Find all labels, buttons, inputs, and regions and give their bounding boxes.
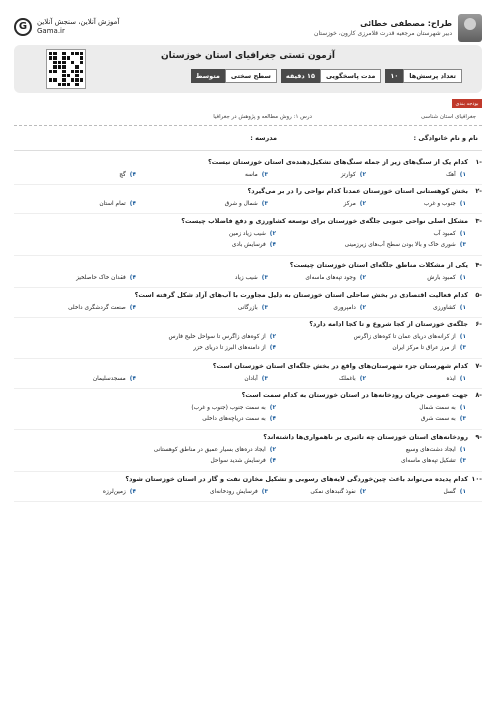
- option-number: ۱): [459, 405, 466, 411]
- question-item: [14, 475, 482, 501]
- qr-cell: [75, 70, 78, 73]
- answer-option[interactable]: [193, 345, 276, 351]
- option-text: ایجاد دشت‌های وسیع: [405, 447, 456, 453]
- option-text: ایجاد دره‌های بسیار عمیق در مناطق کوهستانی: [153, 447, 266, 453]
- question-text: [14, 391, 482, 403]
- option-text: تمام استان: [99, 201, 126, 207]
- qr-cell: [62, 61, 65, 64]
- option-number: ۳): [261, 489, 268, 495]
- qr-cell: [49, 56, 52, 59]
- option-number: ۴): [129, 201, 136, 207]
- author-name: طراح: مصطفی خطائی: [360, 19, 452, 28]
- answer-option[interactable]: [446, 172, 466, 178]
- question-item: [14, 158, 482, 184]
- question-text: [14, 320, 482, 332]
- metric-label: مدت پاسخگویی: [320, 69, 381, 83]
- answer-option[interactable]: [93, 376, 136, 382]
- option-text: شیب زیاد زمین: [228, 231, 266, 237]
- option-number: ۲): [359, 305, 366, 311]
- exam-header: [14, 45, 482, 93]
- option-number: ۳): [459, 416, 466, 422]
- option-number: ۱): [459, 275, 466, 281]
- option-number: ۲): [359, 376, 366, 382]
- metric-value: ۱۰: [385, 69, 403, 83]
- option-number: ۱): [459, 489, 466, 495]
- option-number: ۲): [359, 275, 366, 281]
- qr-cell: [71, 52, 74, 55]
- exam-title: آزمون تستی جغرافیای استان خوزستان: [160, 51, 336, 61]
- option-number: ۱): [459, 172, 466, 178]
- question-divider: [14, 317, 482, 318]
- option-text: فرسایش بادی: [231, 242, 266, 248]
- brand-block[interactable]: [14, 17, 119, 36]
- option-text: بازرگانی: [237, 305, 258, 311]
- author-block: [314, 14, 482, 42]
- question-stem: مشکل اصلی نواحی جنوبی جلگه‌ی خوزستان برای توسعه کشاورزی و دفع فاضلاب چیست؟: [181, 217, 468, 225]
- qr-cell: [67, 70, 70, 73]
- answer-option[interactable]: [401, 458, 466, 464]
- answer-option[interactable]: [99, 201, 136, 207]
- budget-tag: بودجه بندی: [452, 99, 482, 108]
- qr-cell: [71, 70, 74, 73]
- question-item: [14, 391, 482, 429]
- question-text: [14, 433, 482, 445]
- question-stem: جلگه‌ی خوزستان از کجا شروع و تا کجا ادامه دارد؟: [309, 320, 468, 328]
- question-number: -۳: [475, 217, 482, 225]
- question-item: [14, 187, 482, 213]
- qr-cell: [67, 52, 70, 55]
- answer-option[interactable]: [427, 275, 466, 281]
- qr-cell: [67, 61, 70, 64]
- option-text: تشکیل تپه‌های ماسه‌ای: [401, 458, 456, 464]
- qr-cell: [58, 70, 61, 73]
- qr-cell: [67, 65, 70, 68]
- breadcrumb-lesson: درس ۱: روش مطالعه و پژوهش در جغرافیا: [213, 114, 312, 120]
- qr-cell: [58, 52, 61, 55]
- qr-cell: [80, 65, 83, 68]
- qr-cell: [53, 74, 56, 77]
- option-number: ۲): [269, 231, 276, 237]
- option-number: ۱): [459, 231, 466, 237]
- question-text: [14, 261, 482, 273]
- qr-cell: [58, 61, 61, 64]
- option-text: مرکز: [343, 201, 356, 207]
- option-text: وجود تپه‌های ماسه‌ای: [305, 275, 356, 281]
- option-text: زمین‌لرزه: [102, 489, 126, 495]
- question-text: [14, 291, 482, 303]
- option-number: ۲): [269, 334, 276, 340]
- qr-cell: [49, 74, 52, 77]
- answer-option[interactable]: [333, 305, 366, 311]
- question-divider: [14, 388, 482, 389]
- question-divider: [14, 184, 482, 185]
- option-text: باغملک: [338, 376, 356, 382]
- top-bar: [14, 14, 482, 46]
- qr-cell: [80, 61, 83, 64]
- qr-cell: [62, 52, 65, 55]
- qr-cell: [80, 56, 83, 59]
- answer-option[interactable]: [191, 405, 276, 411]
- option-number: ۴): [269, 345, 276, 351]
- qr-cell: [58, 78, 61, 81]
- qr-cell: [80, 83, 83, 86]
- option-number: ۲): [359, 489, 366, 495]
- qr-cell: [58, 83, 61, 86]
- qr-cell: [71, 78, 74, 81]
- question-divider: [14, 501, 482, 502]
- option-text: کمبود بارش: [427, 275, 456, 281]
- option-text: صنعت گردشگری داخلی: [68, 305, 126, 311]
- answer-option[interactable]: [245, 172, 268, 178]
- option-text: گسل: [443, 489, 456, 495]
- divider: [14, 125, 482, 126]
- qr-cell: [53, 70, 56, 73]
- question-item: [14, 320, 482, 358]
- option-text: گچ: [119, 172, 126, 178]
- metric-duration: [281, 69, 381, 83]
- question-text: [14, 362, 482, 374]
- question-item: [14, 261, 482, 287]
- answer-option[interactable]: [202, 416, 276, 422]
- qr-cell: [49, 78, 52, 81]
- qr-cell: [75, 83, 78, 86]
- qr-cell: [53, 83, 56, 86]
- question-divider: [14, 429, 482, 430]
- option-text: فقدان خاک حاصلخیز: [76, 275, 126, 281]
- option-number: ۴): [269, 416, 276, 422]
- answer-option[interactable]: [244, 376, 268, 382]
- qr-cell: [58, 65, 61, 68]
- qr-cell: [75, 78, 78, 81]
- metric-label: تعداد پرسش‌ها: [403, 69, 462, 83]
- option-text: ایذه: [446, 376, 456, 382]
- qr-cell: [71, 74, 74, 77]
- question-stem: کدام فعالیت اقتصادی در بخش ساحلی استان خوزستان به دلیل مجاورت با آب‌های آزاد شکل گرفته است؟: [134, 291, 468, 299]
- option-number: ۱): [459, 201, 466, 207]
- qr-cell: [62, 56, 65, 59]
- answer-option[interactable]: [341, 172, 366, 178]
- qr-cell: [58, 56, 61, 59]
- qr-cell: [71, 56, 74, 59]
- option-text: از کرانه‌های دریای عمان تا کوه‌های زاگرس: [353, 334, 456, 340]
- option-text: فرسایش شدید سواحل: [210, 458, 266, 464]
- question-stem: یکی از مشکلات مناطق جلگه‌ای استان خوزستان چیست؟: [289, 261, 468, 269]
- author-info: [314, 18, 452, 38]
- answer-option[interactable]: [344, 201, 366, 207]
- qr-cell: [62, 78, 65, 81]
- brand-text: [37, 17, 119, 36]
- breadcrumb: [14, 111, 482, 123]
- question-number: -۴: [475, 261, 482, 269]
- question-number: -۶: [475, 320, 482, 328]
- question-number: -۹: [475, 433, 482, 441]
- answer-option[interactable]: [424, 201, 466, 207]
- option-text: به سمت شرق: [420, 416, 456, 422]
- question-divider: [14, 255, 482, 256]
- option-number: ۱): [459, 447, 466, 453]
- option-number: ۳): [261, 376, 268, 382]
- answer-option[interactable]: [310, 489, 366, 495]
- option-number: ۳): [261, 201, 268, 207]
- option-number: ۴): [129, 172, 136, 178]
- qr-cell: [53, 52, 56, 55]
- option-number: ۱): [459, 305, 466, 311]
- question-text: [14, 187, 482, 199]
- qr-cell: [67, 74, 70, 77]
- option-number: ۴): [129, 305, 136, 311]
- question-item: [14, 291, 482, 317]
- question-number: -۸: [475, 391, 482, 399]
- qr-code-icon[interactable]: [46, 49, 86, 89]
- answer-option[interactable]: [169, 334, 277, 340]
- question-stem: جهت عمومی جریان رودخانه‌ها در استان خوزستان به کدام سمت است؟: [241, 391, 468, 399]
- qr-cell: [71, 65, 74, 68]
- question-number: -۷: [475, 362, 482, 370]
- option-number: ۴): [129, 489, 136, 495]
- question-divider: [14, 358, 482, 359]
- answer-option[interactable]: [419, 405, 466, 411]
- qr-cell: [67, 78, 70, 81]
- option-text: ماسه: [244, 172, 258, 178]
- option-text: مسجدسلیمان: [92, 376, 126, 382]
- option-number: ۳): [459, 458, 466, 464]
- question-stem: کدام یک از سنگ‌های زیر از جمله سنگ‌های تشکیل‌دهنده‌ی استان خوزستان نیست؟: [207, 158, 468, 166]
- option-text: فرسایش رودخانه‌ای: [209, 489, 258, 495]
- qr-cell: [75, 61, 78, 64]
- answer-option[interactable]: [446, 376, 466, 382]
- option-text: به سمت جنوب (جنوب و غرب): [191, 405, 266, 411]
- option-text: آبادان: [244, 376, 258, 382]
- answer-option[interactable]: [229, 231, 276, 237]
- gama-logo-icon: G: [14, 18, 32, 36]
- qr-cell: [75, 56, 78, 59]
- qr-cell: [80, 78, 83, 81]
- brand-name: آموزش آنلاین، سنجش آنلاین: [37, 18, 120, 26]
- option-text: شوری خاک و بالا بودن سطح آب‌های زیرزمینی: [344, 242, 456, 248]
- qr-cell: [62, 83, 65, 86]
- question-text: [14, 475, 482, 487]
- option-number: ۲): [269, 447, 276, 453]
- option-text: به سمت شمال: [419, 405, 456, 411]
- answer-option[interactable]: [345, 242, 466, 248]
- option-number: ۳): [261, 275, 268, 281]
- qr-cell: [71, 83, 74, 86]
- question-stem: کدام شهرستان جزء شهرستان‌های واقع در بخش جلگه‌ای استان خوزستان است؟: [212, 362, 468, 370]
- student-info: [14, 132, 482, 144]
- answer-option[interactable]: [305, 275, 366, 281]
- option-number: ۲): [269, 405, 276, 411]
- author-desc: دبیر شهرستان مرجعیه قدرت قلامرزی کارون، خوزستان: [314, 30, 452, 37]
- student-school-label: مدرسه :: [250, 134, 277, 142]
- qr-cell: [49, 52, 52, 55]
- question-number: -۵: [475, 291, 482, 299]
- answer-option[interactable]: [339, 376, 366, 382]
- option-number: ۳): [261, 305, 268, 311]
- option-text: کمبود آب: [433, 231, 456, 237]
- qr-cell: [80, 74, 83, 77]
- answer-option[interactable]: [103, 489, 136, 495]
- qr-cell: [53, 78, 56, 81]
- question-item: [14, 217, 482, 255]
- divider: [14, 150, 482, 151]
- question-divider: [14, 213, 482, 214]
- answer-option[interactable]: [406, 447, 466, 453]
- answer-option[interactable]: [443, 489, 466, 495]
- option-text: از مرز عراق تا مرکز ایران: [392, 345, 456, 351]
- metric-question-count: [385, 69, 462, 83]
- student-name-label: نام و نام خانوادگی :: [413, 134, 478, 142]
- option-number: ۱): [459, 376, 466, 382]
- answer-option[interactable]: [433, 231, 466, 237]
- qr-cell: [75, 65, 78, 68]
- qr-cell: [53, 65, 56, 68]
- qr-cell: [49, 65, 52, 68]
- question-number: -۱: [475, 158, 482, 166]
- qr-cell: [80, 70, 83, 73]
- answer-option[interactable]: [392, 345, 466, 351]
- option-text: جنوب و غرب: [423, 201, 456, 207]
- answer-option[interactable]: [68, 305, 136, 311]
- question-text: [14, 217, 482, 229]
- option-number: ۳): [459, 242, 466, 248]
- metric-difficulty: [191, 69, 277, 83]
- option-number: ۱): [459, 334, 466, 340]
- answer-option[interactable]: [235, 275, 268, 281]
- answer-option[interactable]: [421, 416, 466, 422]
- option-number: ۳): [459, 345, 466, 351]
- brand-url[interactable]: Gama.ir: [37, 27, 65, 35]
- option-text: نفوذ گنبدهای نمکی: [310, 489, 356, 495]
- option-number: ۴): [269, 242, 276, 248]
- qr-cell: [75, 52, 78, 55]
- option-number: ۲): [359, 201, 366, 207]
- metric-value: متوسط: [191, 69, 225, 83]
- answer-option[interactable]: [154, 447, 276, 453]
- qr-cell: [53, 56, 56, 59]
- qr-cell: [75, 74, 78, 77]
- option-number: ۴): [129, 275, 136, 281]
- metric-value: ۱۵ دقیقه: [281, 69, 320, 83]
- author-avatar: [458, 14, 482, 42]
- answer-option[interactable]: [238, 305, 268, 311]
- qr-cell: [49, 61, 52, 64]
- qr-cell: [62, 70, 65, 73]
- qr-cell: [62, 74, 65, 77]
- qr-cell: [62, 65, 65, 68]
- question-divider: [14, 471, 482, 472]
- option-text: از کوه‌های زاگرس تا سواحل خلیج فارس: [168, 334, 266, 340]
- option-number: ۲): [359, 172, 366, 178]
- qr-cell: [71, 61, 74, 64]
- question-divider: [14, 287, 482, 288]
- option-text: شیب زیاد: [234, 275, 258, 281]
- option-number: ۴): [269, 458, 276, 464]
- answer-option[interactable]: [119, 172, 136, 178]
- qr-cell: [53, 61, 56, 64]
- question-item: [14, 433, 482, 471]
- option-text: کشاورزی: [433, 305, 456, 311]
- option-text: آهک: [445, 172, 456, 178]
- option-text: دامپروری: [333, 305, 356, 311]
- question-item: [14, 362, 482, 388]
- answer-option[interactable]: [211, 458, 276, 464]
- answer-option[interactable]: [433, 305, 466, 311]
- answer-option[interactable]: [76, 275, 136, 281]
- answer-option[interactable]: [354, 334, 466, 340]
- answer-option[interactable]: [232, 242, 276, 248]
- qr-cell: [49, 83, 52, 86]
- option-text: به سمت دریاچه‌های داخلی: [202, 416, 266, 422]
- qr-cell: [67, 56, 70, 59]
- option-text: شمال و شرق: [224, 201, 258, 207]
- answer-option[interactable]: [225, 201, 268, 207]
- question-stem: بخش کوهستانی استان خوزستان عمدتاً کدام نواحی را در بر می‌گیرد؟: [247, 187, 468, 195]
- option-text: کوارتز: [340, 172, 356, 178]
- qr-cell: [80, 52, 83, 55]
- question-stem: رودخانه‌های استان خوزستان چه تاثیری بر ناهمواری‌ها داشته‌اند؟: [263, 433, 468, 441]
- question-stem: کدام پدیده می‌تواند باعث چین‌خوردگی لایه‌های رسوبی و تشکیل مخازن نفت و گاز در استان خوزستان شود؟: [125, 475, 468, 483]
- option-text: از دامنه‌های البرز تا دریای خزر: [193, 345, 266, 351]
- question-number: -۲: [475, 187, 482, 195]
- question-text: [14, 158, 482, 170]
- qr-cell: [58, 74, 61, 77]
- option-number: ۳): [261, 172, 268, 178]
- answer-option[interactable]: [210, 489, 268, 495]
- question-number: -۱۰: [471, 475, 482, 483]
- breadcrumb-subject: جغرافیای استان شناسی: [420, 114, 476, 120]
- exam-metrics: [191, 69, 462, 83]
- qr-cell: [67, 83, 70, 86]
- qr-cell: [49, 70, 52, 73]
- metric-label: سطح سختی: [225, 69, 277, 83]
- option-number: ۴): [129, 376, 136, 382]
